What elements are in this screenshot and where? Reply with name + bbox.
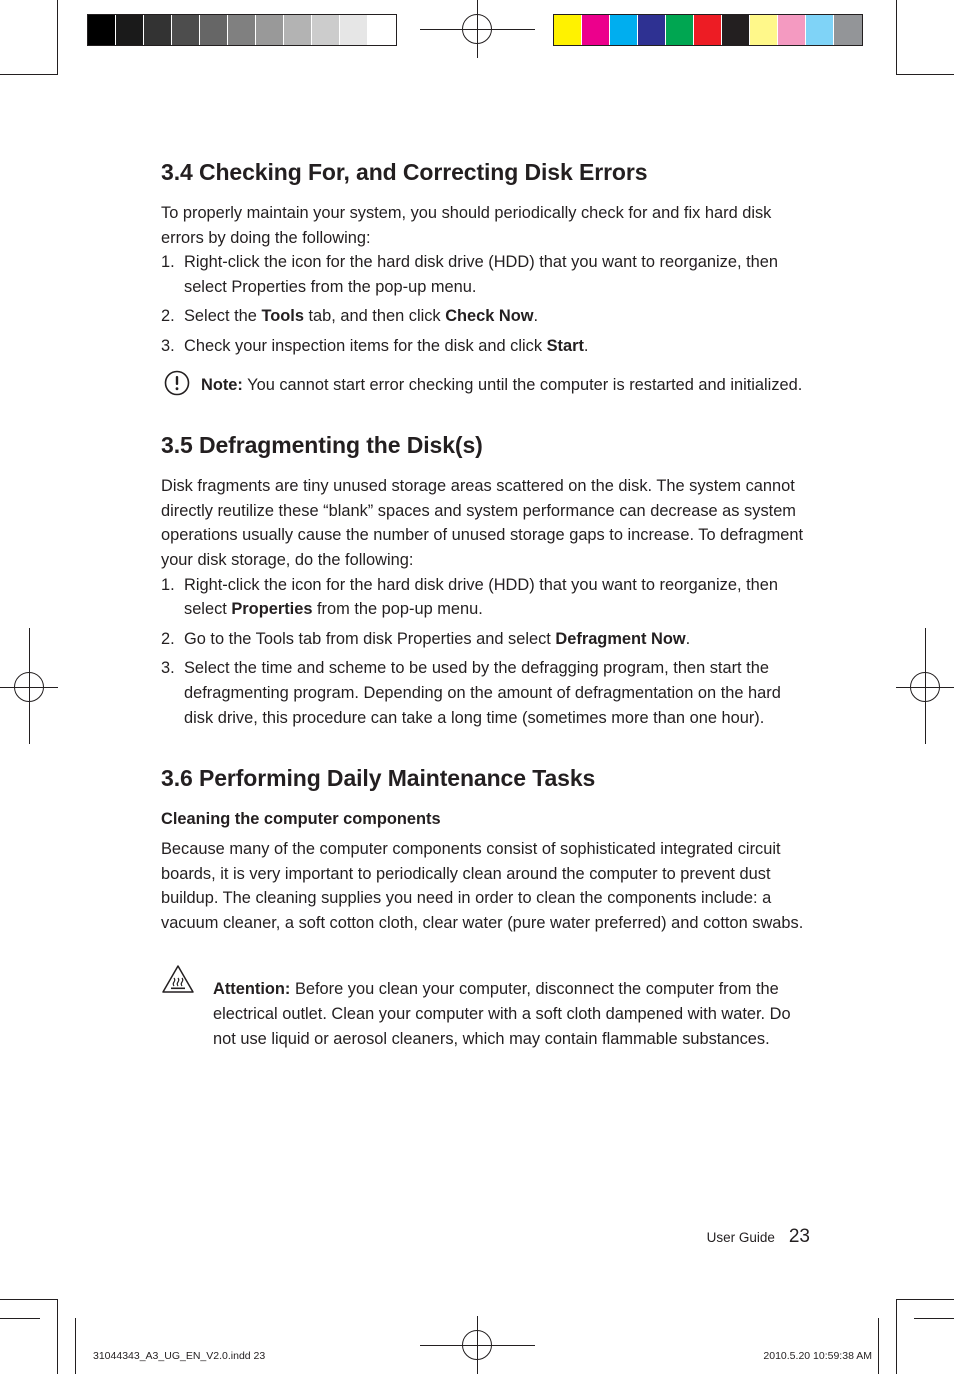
attention-label: Attention: (213, 980, 291, 999)
list-item: 1. Right-click the icon for the hard disk drive (HDD) that you want to reorganize, then select Properties from the pop-up menu. (161, 253, 778, 296)
list-item: 2. Select the Tools tab, and then click Check Now. (161, 307, 539, 326)
gray-swatch (116, 15, 144, 45)
gray-swatch (256, 15, 284, 45)
attention-text: Before you clean your computer, disconnect the computer from the electrical outlet. Clean your computer with a soft cloth dampened with water. Do not use liquid or aerosol cleaners, which may contain flammable substances. (213, 980, 791, 1048)
process-color-swatch (806, 15, 834, 45)
attention-callout (161, 977, 813, 1051)
process-color-swatch (694, 15, 722, 45)
gray-swatch (312, 15, 340, 45)
process-color-swatch (722, 15, 750, 45)
process-color-swatch (750, 15, 778, 45)
section-3-5-intro: Disk fragments are tiny unused storage areas scattered on the disk. The system cannot directly reutilize these “blank” spaces and system performance can decrease as system operations usually cause the number of unused storage gaps to increase. To defragment your disk storage, do the following: (161, 477, 804, 569)
section-3-4-title: 3.4 Checking For, and Correcting Disk Errors (161, 159, 648, 185)
gray-swatch (88, 15, 116, 45)
section-3-4-intro: To properly maintain your system, you should periodically check for and fix hard disk errors by doing the following: (161, 204, 772, 247)
process-color-bar (553, 14, 863, 46)
process-color-swatch (554, 15, 582, 45)
footer-label: User Guide (706, 1230, 775, 1245)
note-text: You cannot start error checking until the computer is restarted and initialized. (242, 375, 803, 394)
list-item: 3. Select the time and scheme to be used by the defragging program, then start the defragmenting program. Depending on the amount of defragmentation on the hard disk drive, this procedure can take a long time (sometimes more than one hour). (161, 659, 781, 727)
section-3-6-body: Because many of the computer components consist of sophisticated integrated circuit boards, it is very important to periodically clean around the computer to prevent dust buildup. The cleaning supplies you need in order to clean the components include: a vacuum cleaner, a soft cotton cloth, clear water (pure water preferred) and cotton swabs. (161, 840, 804, 932)
list-item: 3. Check your inspection items for the disk and click Start. (161, 336, 589, 355)
grayscale-color-bar (87, 14, 397, 46)
exclamation-icon (164, 370, 190, 404)
page-footer (707, 1226, 810, 1248)
section-3-6-title: 3.6 Performing Daily Maintenance Tasks (161, 765, 596, 792)
process-color-swatch (834, 15, 862, 45)
process-color-swatch (582, 15, 610, 45)
page-number: 23 (788, 1226, 810, 1247)
gray-swatch (228, 15, 256, 45)
gray-swatch (172, 15, 200, 45)
process-color-swatch (610, 15, 638, 45)
process-color-swatch (778, 15, 806, 45)
section-3-5-title: 3.5 Defragmenting the Disk(s) (161, 432, 483, 459)
note-label: Note: (201, 375, 243, 394)
list-item: 2. Go to the Tools tab from disk Properties and select Defragment Now. (161, 629, 691, 648)
process-color-swatch (638, 15, 666, 45)
gray-swatch (284, 15, 312, 45)
gray-swatch (144, 15, 172, 45)
section-3-5-steps (161, 573, 813, 731)
note-callout (161, 373, 813, 398)
section-3-4-steps (161, 250, 813, 358)
hot-surface-warning-icon (161, 964, 195, 1002)
gray-swatch (368, 15, 396, 45)
page-content (161, 157, 813, 1051)
gray-swatch (200, 15, 228, 45)
slug-timestamp: 2010.5.20 10:59:38 AM (763, 1350, 872, 1362)
slug-filename: 31044343_A3_UG_EN_V2.0.indd 23 (93, 1350, 266, 1362)
gray-swatch (340, 15, 368, 45)
list-item: 1. Right-click the icon for the hard disk drive (HDD) that you want to reorganize, then select Properties from the pop-up menu. (161, 575, 778, 619)
section-3-6-subtitle: Cleaning the computer components (161, 810, 441, 829)
process-color-swatch (666, 15, 694, 45)
